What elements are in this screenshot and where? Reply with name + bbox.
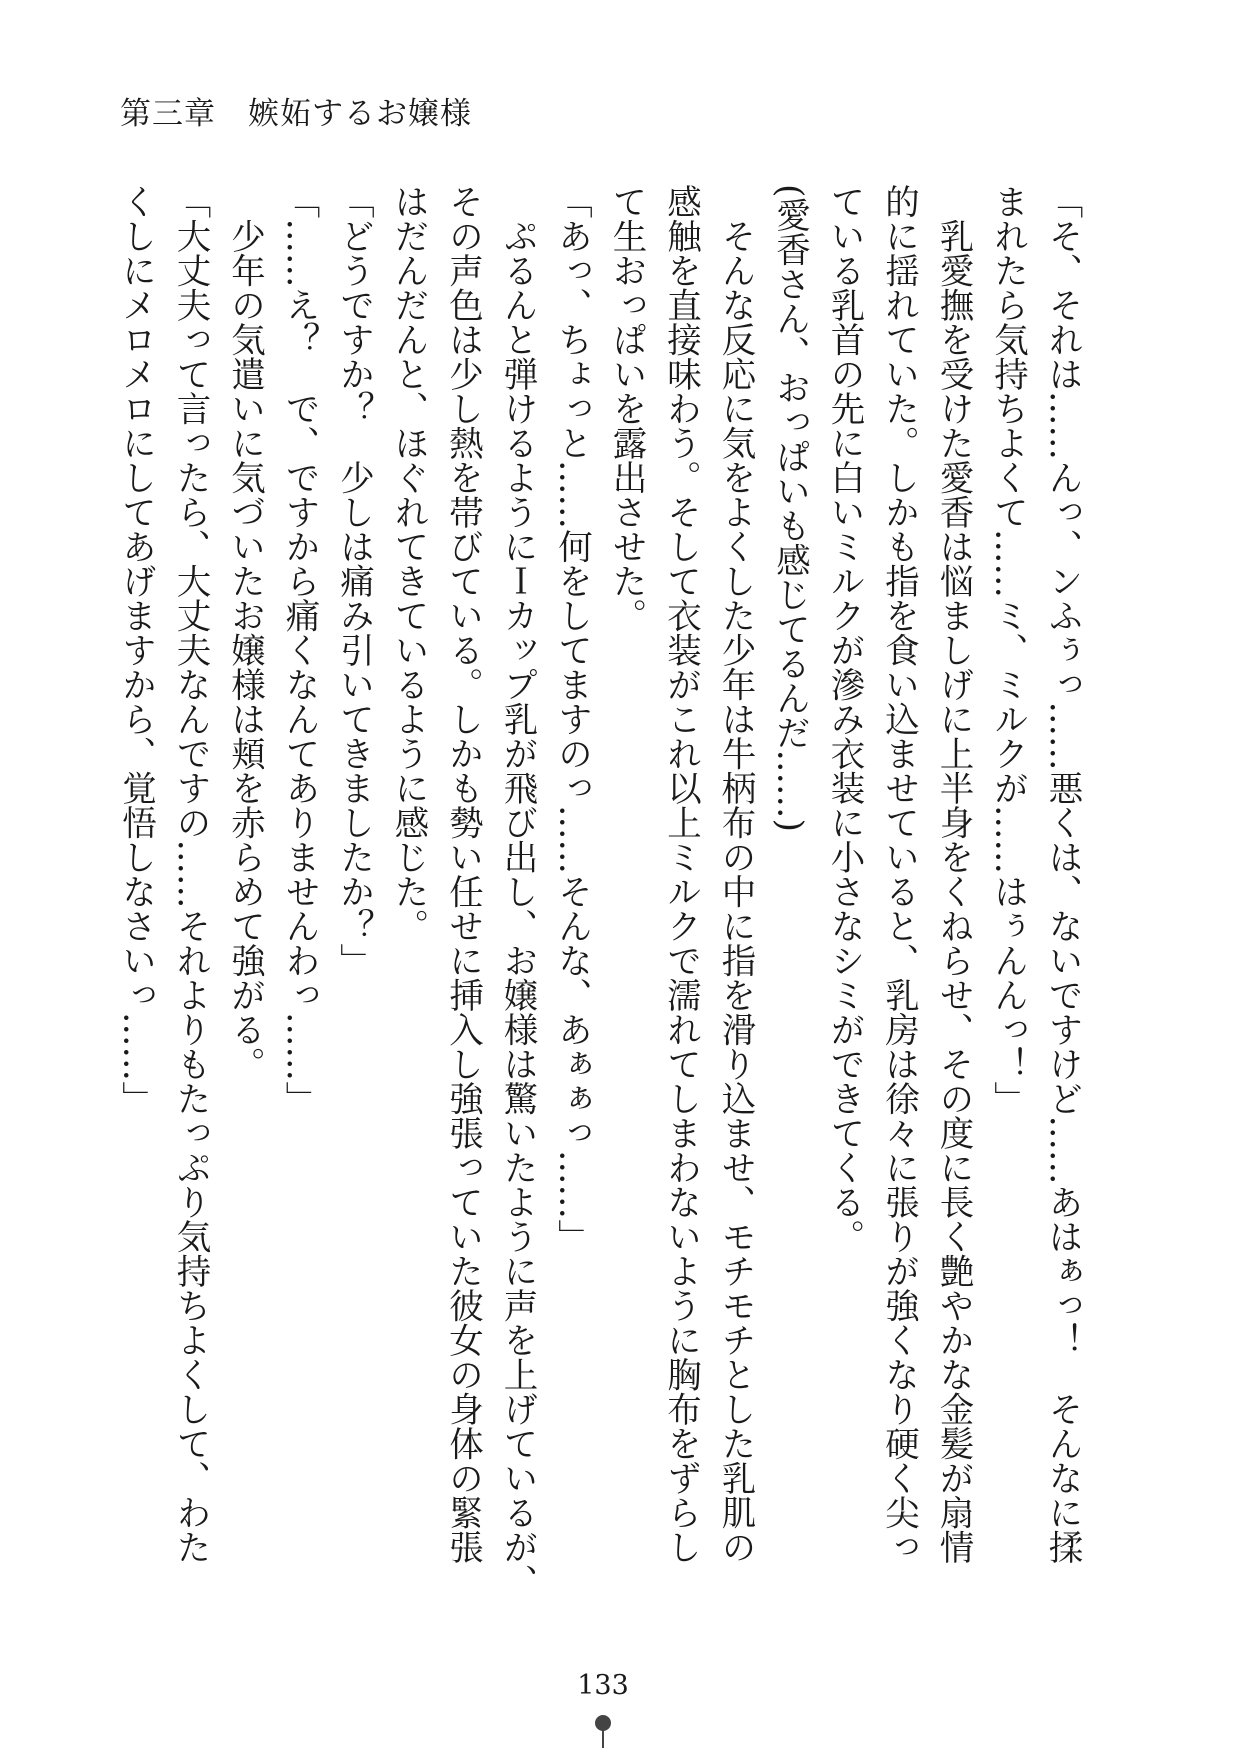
text-line: 「どうですか？ 少しは痛み引いてきましたか？」 (333, 184, 374, 978)
text-line: 少年の気遣いに気づいたお嬢様は頬を赤らめて強がる。 (224, 184, 265, 1081)
text-line: 「そ、それは……んっ、ンふぅっ……悪くは、ないですけど……あはぁっ！ そんなに揉 (1042, 184, 1082, 1564)
text-line: 「大丈夫って言ったら、大丈夫なんですの……それよりもたっぷり気持ちよくして、わた (170, 184, 210, 1564)
text-line: ている乳首の先に白いミルクが滲み衣装に小さなシミができてくる。 (824, 184, 864, 1254)
text-line: そんな反応に気をよくした少年は牛柄布の中に指を滑り込ませ、モチモチとした乳肌の (715, 184, 755, 1564)
text-line: まれたら気持ちよくて……ミ、ミルクが……はぅんんっ！」 (987, 184, 1028, 1116)
text-line: 的に揺れていた。しかも指を食い込ませていると、乳房は徐々に張りが強くなり硬く尖っ (878, 184, 919, 1564)
text-line: 感触を直接味わう。そして衣装がこれ以上ミルクで濡れてしまわないように胸布をずらし (660, 184, 701, 1564)
text-line: 「あっ、ちょっと……何をしてますのっ……そんな、あぁぁっ……」 (551, 184, 592, 1254)
page-marker-line (602, 1728, 604, 1748)
text-line: 乳愛撫を受けた愛香は悩ましげに上半身をくねらせ、その度に長く艶やかな金髪が扇情 (933, 184, 973, 1564)
vertical-text-body (106, 184, 1089, 1599)
text-line: ぷるんと弾けるようにＩカップ乳が飛び出し、お嬢様は驚いたように声を上げているが、 (497, 184, 537, 1599)
text-line: (愛香さん、おっぱいも感じてるんだ……) (769, 184, 810, 832)
text-line: て生おっぱいを露出させた。 (606, 184, 646, 633)
text-line: くしにメロメロにしてあげますから、覚悟しなさいっ……」 (115, 184, 156, 1116)
chapter-title: 第三章 嫉妬するお嬢様 (120, 96, 472, 132)
page-number: 133 (577, 1670, 629, 1701)
text-line: はだんだんと、ほぐれてきているように感じた。 (388, 184, 428, 943)
text-line: その声色は少し熱を帯びている。しかも勢い任せに挿入し強張っていた彼女の身体の緊張 (442, 184, 483, 1564)
text-line: 「……え？ で、ですから痛くなんてありませんわっ……」 (279, 184, 319, 1116)
